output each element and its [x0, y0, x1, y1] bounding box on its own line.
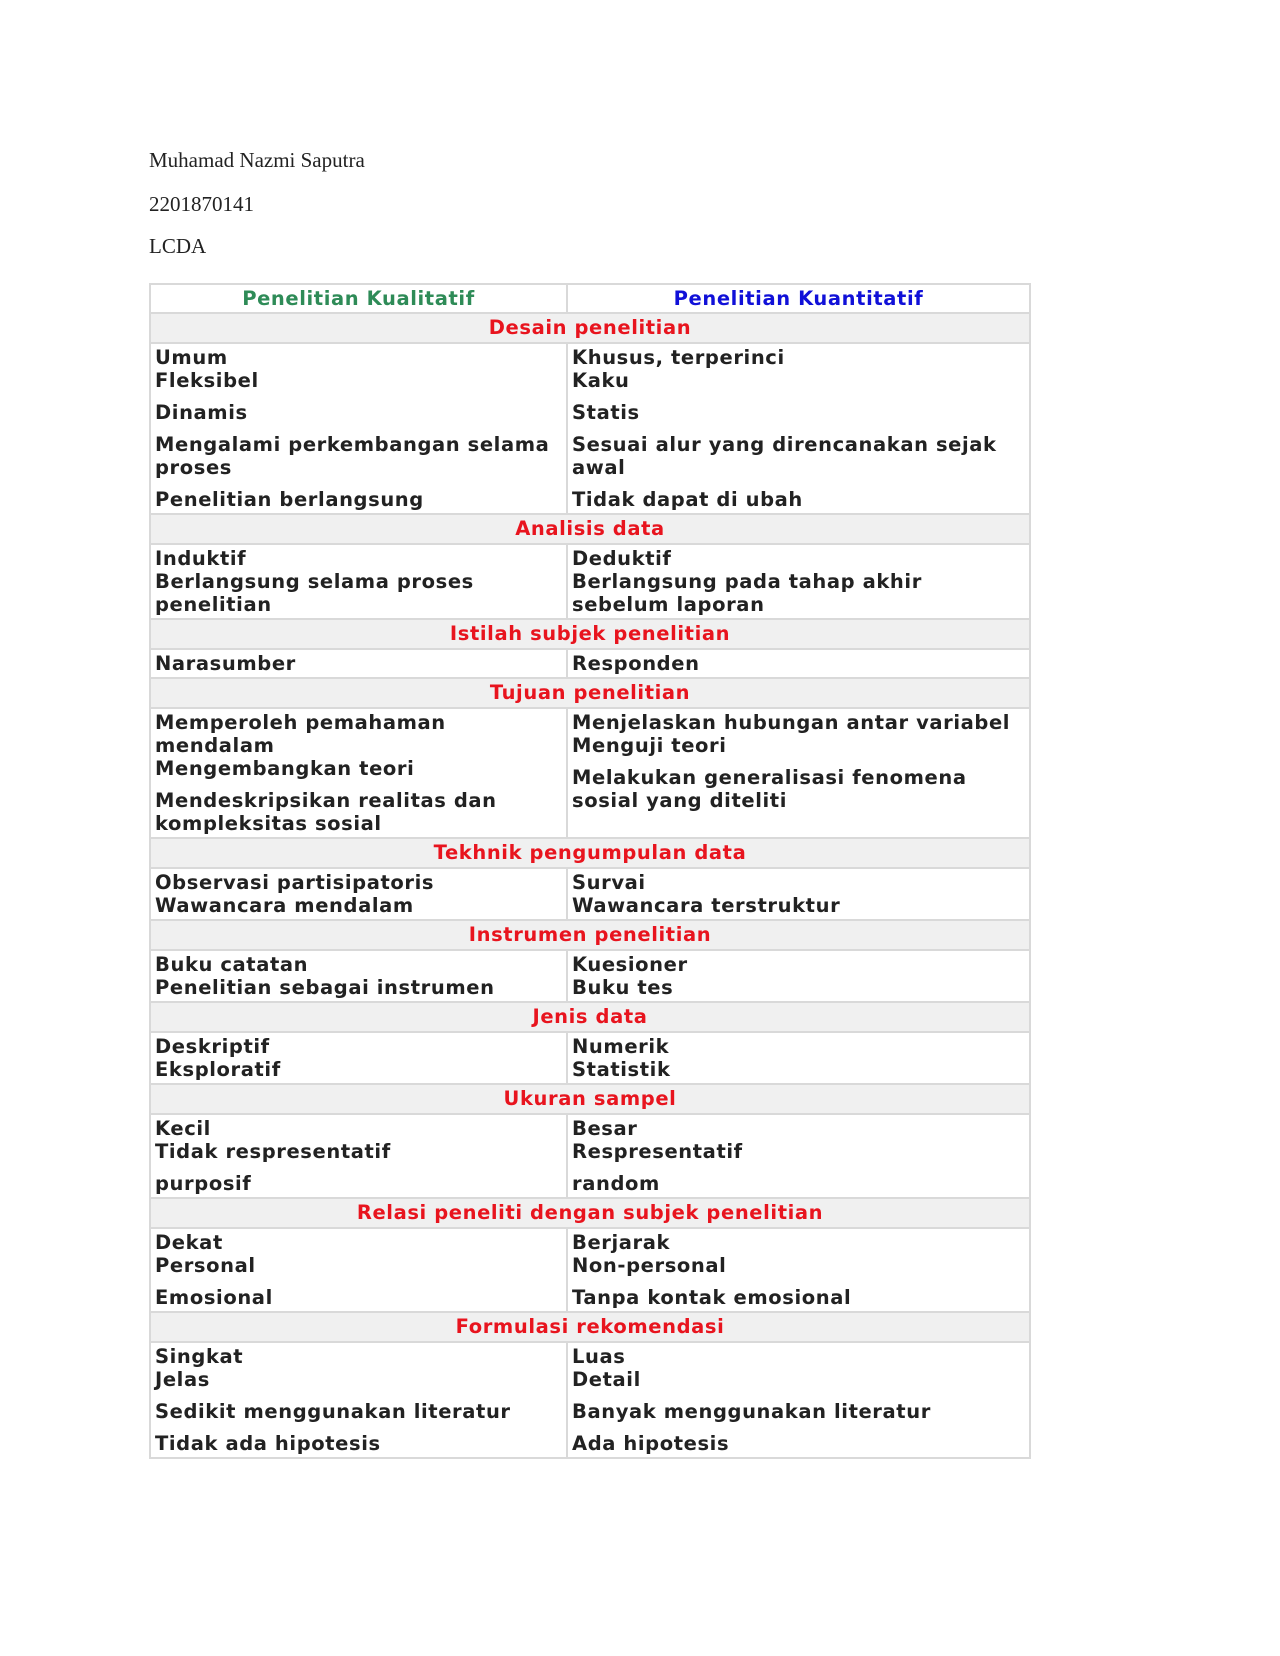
section-title: Jenis data [150, 1002, 1030, 1032]
kualitatif-cell [150, 1228, 567, 1312]
cell-item: Tidak dapat di ubah [572, 488, 803, 511]
cell-item: Berlangsung pada tahap akhir sebelum laporan [572, 570, 922, 616]
header-kuantitatif: Penelitian Kuantitatif [567, 284, 1030, 313]
table-row [150, 1114, 1030, 1198]
cell-item: Detail [572, 1368, 641, 1391]
cell-item: purposif [155, 1172, 252, 1195]
cell-item: Berlangsung selama proses penelitian [155, 570, 474, 616]
cell-item: Jelas [155, 1368, 210, 1391]
section-row [150, 313, 1030, 343]
kuantitatif-cell [567, 1114, 1030, 1198]
kuantitatif-cell [567, 1228, 1030, 1312]
cell-item: Non-personal [572, 1254, 727, 1277]
kualitatif-cell [150, 868, 567, 920]
table-row [150, 950, 1030, 1002]
cell-item: Penelitian berlangsung [155, 488, 424, 511]
table-row [150, 868, 1030, 920]
cell-item: Luas [572, 1345, 626, 1368]
cell-item: Memperoleh pemahaman mendalam [155, 711, 446, 757]
table-row [150, 649, 1030, 678]
section-title: Istilah subjek penelitian [150, 619, 1030, 649]
kuantitatif-cell [567, 868, 1030, 920]
kuantitatif-cell [567, 1032, 1030, 1084]
cell-item: Mendeskripsikan realitas dan kompleksitas sosial [155, 789, 497, 835]
section-title: Relasi peneliti dengan subjek penelitian [150, 1198, 1030, 1228]
cell-item: Menguji teori [572, 734, 727, 757]
student-id: 2201870141 [149, 192, 254, 216]
table-body [150, 313, 1030, 1458]
section-row [150, 1312, 1030, 1342]
cell-item: Induktif [155, 547, 247, 570]
table-row [150, 343, 1030, 514]
cell-item: Deduktif [572, 547, 672, 570]
cell-item: Sedikit menggunakan literatur [155, 1400, 511, 1423]
section-row [150, 920, 1030, 950]
cell-item: Dinamis [155, 401, 248, 424]
section-row [150, 619, 1030, 649]
cell-item: Kuesioner [572, 953, 688, 976]
cell-item: Narasumber [155, 652, 296, 675]
cell-item: Tidak respresentatif [155, 1140, 391, 1163]
kualitatif-cell [150, 950, 567, 1002]
section-row [150, 838, 1030, 868]
comparison-table [149, 283, 1031, 1459]
section-row [150, 678, 1030, 708]
cell-item: Wawancara mendalam [155, 894, 414, 917]
cell-item: Singkat [155, 1345, 244, 1368]
kualitatif-cell [150, 708, 567, 838]
section-title: Tekhnik pengumpulan data [150, 838, 1030, 868]
cell-item: Banyak menggunakan literatur [572, 1400, 931, 1423]
section-title: Ukuran sampel [150, 1084, 1030, 1114]
section-row [150, 1084, 1030, 1114]
table-row [150, 544, 1030, 619]
kualitatif-cell [150, 1032, 567, 1084]
section-row [150, 514, 1030, 544]
author-name: Muhamad Nazmi Saputra [149, 148, 365, 172]
cell-item: Mengalami perkembangan selama proses [155, 433, 550, 479]
cell-item: Kecil [155, 1117, 211, 1140]
kuantitatif-cell [567, 708, 1030, 838]
cell-item: Buku tes [572, 976, 674, 999]
cell-item: Observasi partisipatoris [155, 871, 435, 894]
cell-item: Khusus, terperinci [572, 346, 785, 369]
section-title: Desain penelitian [150, 313, 1030, 343]
header-kualitatif: Penelitian Kualitatif [150, 284, 567, 313]
cell-item: Dekat [155, 1231, 223, 1254]
cell-item: Responden [572, 652, 700, 675]
table-row [150, 1032, 1030, 1084]
cell-item: Buku catatan [155, 953, 309, 976]
cell-item: Statis [572, 401, 640, 424]
cell-item: Besar [572, 1117, 638, 1140]
table-header-row [150, 284, 1030, 313]
table-row [150, 708, 1030, 838]
kuantitatif-cell [567, 950, 1030, 1002]
section-title: Instrumen penelitian [150, 920, 1030, 950]
section-row [150, 1002, 1030, 1032]
cell-item: random [572, 1172, 660, 1195]
cell-item: Tanpa kontak emosional [572, 1286, 852, 1309]
cell-item: Deskriptif [155, 1035, 270, 1058]
cell-item: Wawancara terstruktur [572, 894, 841, 917]
kualitatif-cell [150, 343, 567, 514]
kuantitatif-cell [567, 343, 1030, 514]
kuantitatif-cell [567, 1342, 1030, 1458]
section-title: Analisis data [150, 514, 1030, 544]
cell-item: Ada hipotesis [572, 1432, 730, 1455]
cell-item: Melakukan generalisasi fenomena sosial yang diteliti [572, 766, 967, 812]
cell-item: Sesuai alur yang direncanakan sejak awal [572, 433, 997, 479]
cell-item: Fleksibel [155, 369, 259, 392]
kualitatif-cell [150, 1114, 567, 1198]
cell-item: Statistik [572, 1058, 671, 1081]
section-title: Formulasi rekomendasi [150, 1312, 1030, 1342]
kualitatif-cell [150, 1342, 567, 1458]
cell-item: Penelitian sebagai instrumen [155, 976, 495, 999]
cell-item: Tidak ada hipotesis [155, 1432, 381, 1455]
cell-item: Respresentatif [572, 1140, 743, 1163]
cell-item: Survai [572, 871, 646, 894]
kuantitatif-cell [567, 544, 1030, 619]
class-code: LCDA [149, 234, 207, 258]
cell-item: Eksploratif [155, 1058, 281, 1081]
kualitatif-cell [150, 544, 567, 619]
table-row [150, 1342, 1030, 1458]
cell-item: Emosional [155, 1286, 273, 1309]
cell-item: Menjelaskan hubungan antar variabel [572, 711, 1011, 734]
section-row [150, 1198, 1030, 1228]
section-title: Tujuan penelitian [150, 678, 1030, 708]
kualitatif-cell [150, 649, 567, 678]
cell-item: Berjarak [572, 1231, 671, 1254]
cell-item: Umum [155, 346, 228, 369]
cell-item: Mengembangkan teori [155, 757, 415, 780]
cell-item: Personal [155, 1254, 256, 1277]
table-row [150, 1228, 1030, 1312]
kuantitatif-cell [567, 649, 1030, 678]
cell-item: Numerik [572, 1035, 670, 1058]
cell-item: Kaku [572, 369, 630, 392]
